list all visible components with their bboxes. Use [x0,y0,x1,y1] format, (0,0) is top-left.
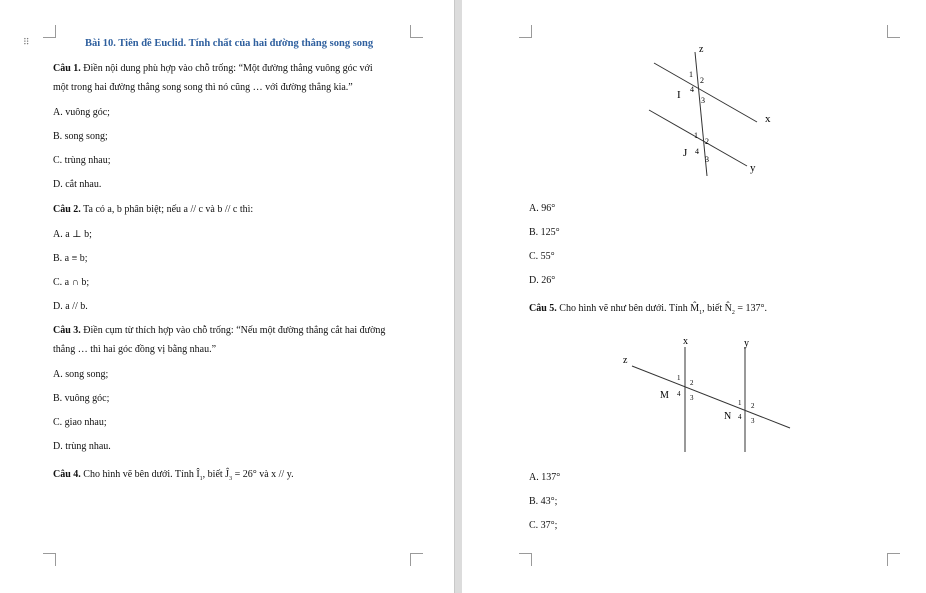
line-x [654,63,757,122]
page-title: Bài 10. Tiên đề Euclid. Tính chất của hai đường thẳng song song [85,38,374,49]
line-z [632,366,790,428]
label-x: x [765,113,771,125]
question-text-continued: một trong hai đường thẳng song song thì nó cũng … với đường thẳng kia.” [53,82,353,93]
question-text: Cho hình vẽ bên dưới. Tính [83,469,194,480]
option-c[interactable]: C. a ∩ b; [53,277,90,288]
crop-mark [887,25,900,38]
angle-symbol: Ĵ [225,469,230,480]
option-a[interactable]: A. 96° [529,203,556,214]
option-b[interactable]: B. 43°; [529,496,558,507]
question-label: Câu 1. [53,63,81,74]
line-y [649,110,747,166]
angle-num: 4 [695,147,699,156]
crop-mark [519,553,532,566]
angle-num: 4 [690,85,694,94]
option-a[interactable]: A. 137° [529,472,561,483]
option-c[interactable]: C. 37°; [529,520,558,531]
crop-mark [43,553,56,566]
question-label: Câu 5. [529,303,557,314]
question-label: Câu 2. [53,204,81,215]
option-c[interactable]: C. giao nhau; [53,417,107,428]
angle-num: 1 [738,399,742,407]
question-label: Câu 3. [53,325,81,336]
angle-num: 3 [701,96,705,105]
question-5 [529,303,767,319]
label-z: z [623,355,628,366]
angle-num: 4 [677,390,681,398]
label-J: J [683,147,688,159]
angle-num: 3 [705,155,709,164]
angle-num: 2 [690,379,694,387]
angle-num: 3 [690,394,694,402]
question-text: , biết [702,303,723,314]
question-4 [53,469,294,485]
option-a[interactable]: A. song song; [53,369,109,380]
option-a[interactable]: A. vuông góc; [53,107,110,118]
question-1 [53,63,373,75]
crop-mark [410,25,423,38]
right-page [462,0,926,593]
question-label: Câu 4. [53,469,81,480]
option-b[interactable]: B. vuông góc; [53,393,110,404]
angle-num: 4 [738,413,742,421]
drag-handle-icon[interactable]: ⠿ [23,37,31,47]
question-text: Ta có a, b phân biệt; nếu a // c và b // c thì: [83,204,254,215]
option-b[interactable]: B. song song; [53,131,108,142]
angle-subscript: 3 [229,476,233,482]
angle-subscript: 2 [731,310,735,316]
angle-num: 1 [694,131,698,140]
angle-subscript: 1 [199,476,203,482]
option-c[interactable]: C. trùng nhau; [53,155,111,166]
crop-mark [519,25,532,38]
label-y: y [744,338,749,349]
crop-mark [43,25,56,38]
angle-symbol: N̂ [724,303,732,314]
figure-2-parallel-lines [612,330,802,460]
label-y: y [750,162,756,174]
angle-num: 1 [689,70,693,79]
figure-1-parallel-lines [632,38,792,183]
question-text: Điền nội dung phù hợp vào chỗ trống: “Một đường thẳng vuông góc với [83,63,373,74]
option-b[interactable]: B. 125° [529,227,560,238]
question-text: , biết [202,469,223,480]
question-3 [53,325,385,337]
crop-mark [887,553,900,566]
question-text-continued: thẳng … thì hai góc đồng vị bằng nhau.” [53,344,217,355]
question-text: Cho hình vẽ như bên dưới. Tính [559,303,688,314]
option-a[interactable]: A. a ⊥ b; [53,229,92,240]
question-text: = 137°. [737,303,768,314]
angle-num: 2 [700,76,704,85]
question-text: = 26° và x // y. [234,469,294,480]
option-d[interactable]: D. cắt nhau. [53,179,102,190]
question-2 [53,204,253,216]
angle-subscript: 1 [699,310,703,316]
angle-num: 3 [751,417,755,425]
option-d[interactable]: D. trùng nhau. [53,441,111,452]
angle-symbol: Î [196,469,200,480]
label-N: N [724,411,732,422]
page-divider [454,0,462,593]
option-d[interactable]: D. a // b. [53,301,88,312]
label-M: M [660,390,669,401]
angle-num: 1 [677,374,681,382]
crop-mark [410,553,423,566]
question-text: Điền cụm từ thích hợp vào chỗ trống: “Nếu một đường thẳng cắt hai đường [83,325,386,336]
angle-symbol: M̂ [690,303,700,314]
angle-num: 2 [705,137,709,146]
label-x: x [683,336,688,347]
label-I: I [677,89,681,101]
option-c[interactable]: C. 55° [529,251,555,262]
label-z: z [699,44,704,55]
option-d[interactable]: D. 26° [529,275,556,286]
angle-num: 2 [751,402,755,410]
option-b[interactable]: B. a ≡ b; [53,253,88,264]
left-page [0,0,454,593]
